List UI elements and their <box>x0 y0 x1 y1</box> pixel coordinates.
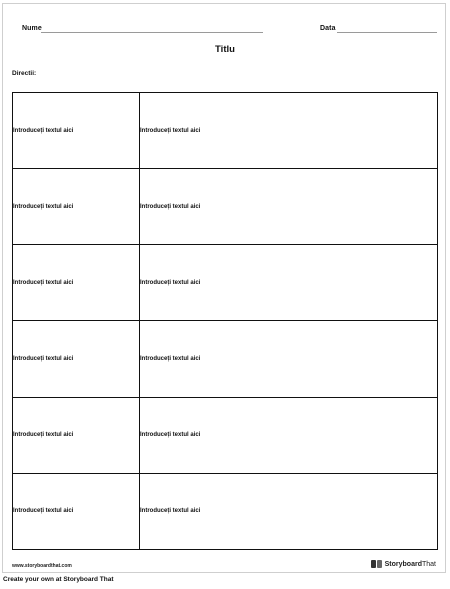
footer-url: www.storyboardthat.com <box>12 563 72 569</box>
logo-text-that: That <box>421 560 436 568</box>
cell-right-text[interactable]: Introduceți textul aici <box>140 93 438 169</box>
cell-left-text[interactable]: Introduceți textul aici <box>13 245 140 321</box>
cell-left-text[interactable]: Introduceți textul aici <box>13 93 140 169</box>
name-label: Nume <box>22 25 42 32</box>
worksheet-page <box>2 3 446 573</box>
date-label: Data <box>320 25 336 32</box>
name-line <box>41 32 263 33</box>
storyboard-grid <box>12 92 438 550</box>
cell-left-text[interactable]: Introduceți textul aici <box>13 321 140 397</box>
create-your-own-link[interactable]: Create your own at Storyboard That <box>3 576 114 583</box>
cell-right-text[interactable]: Introduceți textul aici <box>140 245 438 321</box>
logo-text-storyboard: Storyboard <box>384 560 422 568</box>
table-row <box>13 397 438 473</box>
date-line <box>337 32 437 33</box>
cell-left-text[interactable]: Introduceți textul aici <box>13 169 140 245</box>
cell-right-text[interactable]: Introduceți textul aici <box>140 169 438 245</box>
cell-right-text[interactable]: Introduceți textul aici <box>140 397 438 473</box>
table-row <box>13 321 438 397</box>
directions-label: Directii: <box>12 70 37 77</box>
page-title: Titlu <box>215 44 235 55</box>
cell-left-text[interactable]: Introduceți textul aici <box>13 473 140 549</box>
table-row <box>13 245 438 321</box>
table-row <box>13 93 438 169</box>
cell-left-text[interactable]: Introduceți textul aici <box>13 397 140 473</box>
logo-mark-icon <box>371 559 383 569</box>
cell-right-text[interactable]: Introduceți textul aici <box>140 473 438 549</box>
storyboard-that-logo <box>371 558 436 570</box>
table-row <box>13 169 438 245</box>
cell-right-text[interactable]: Introduceți textul aici <box>140 321 438 397</box>
table-row <box>13 473 438 549</box>
